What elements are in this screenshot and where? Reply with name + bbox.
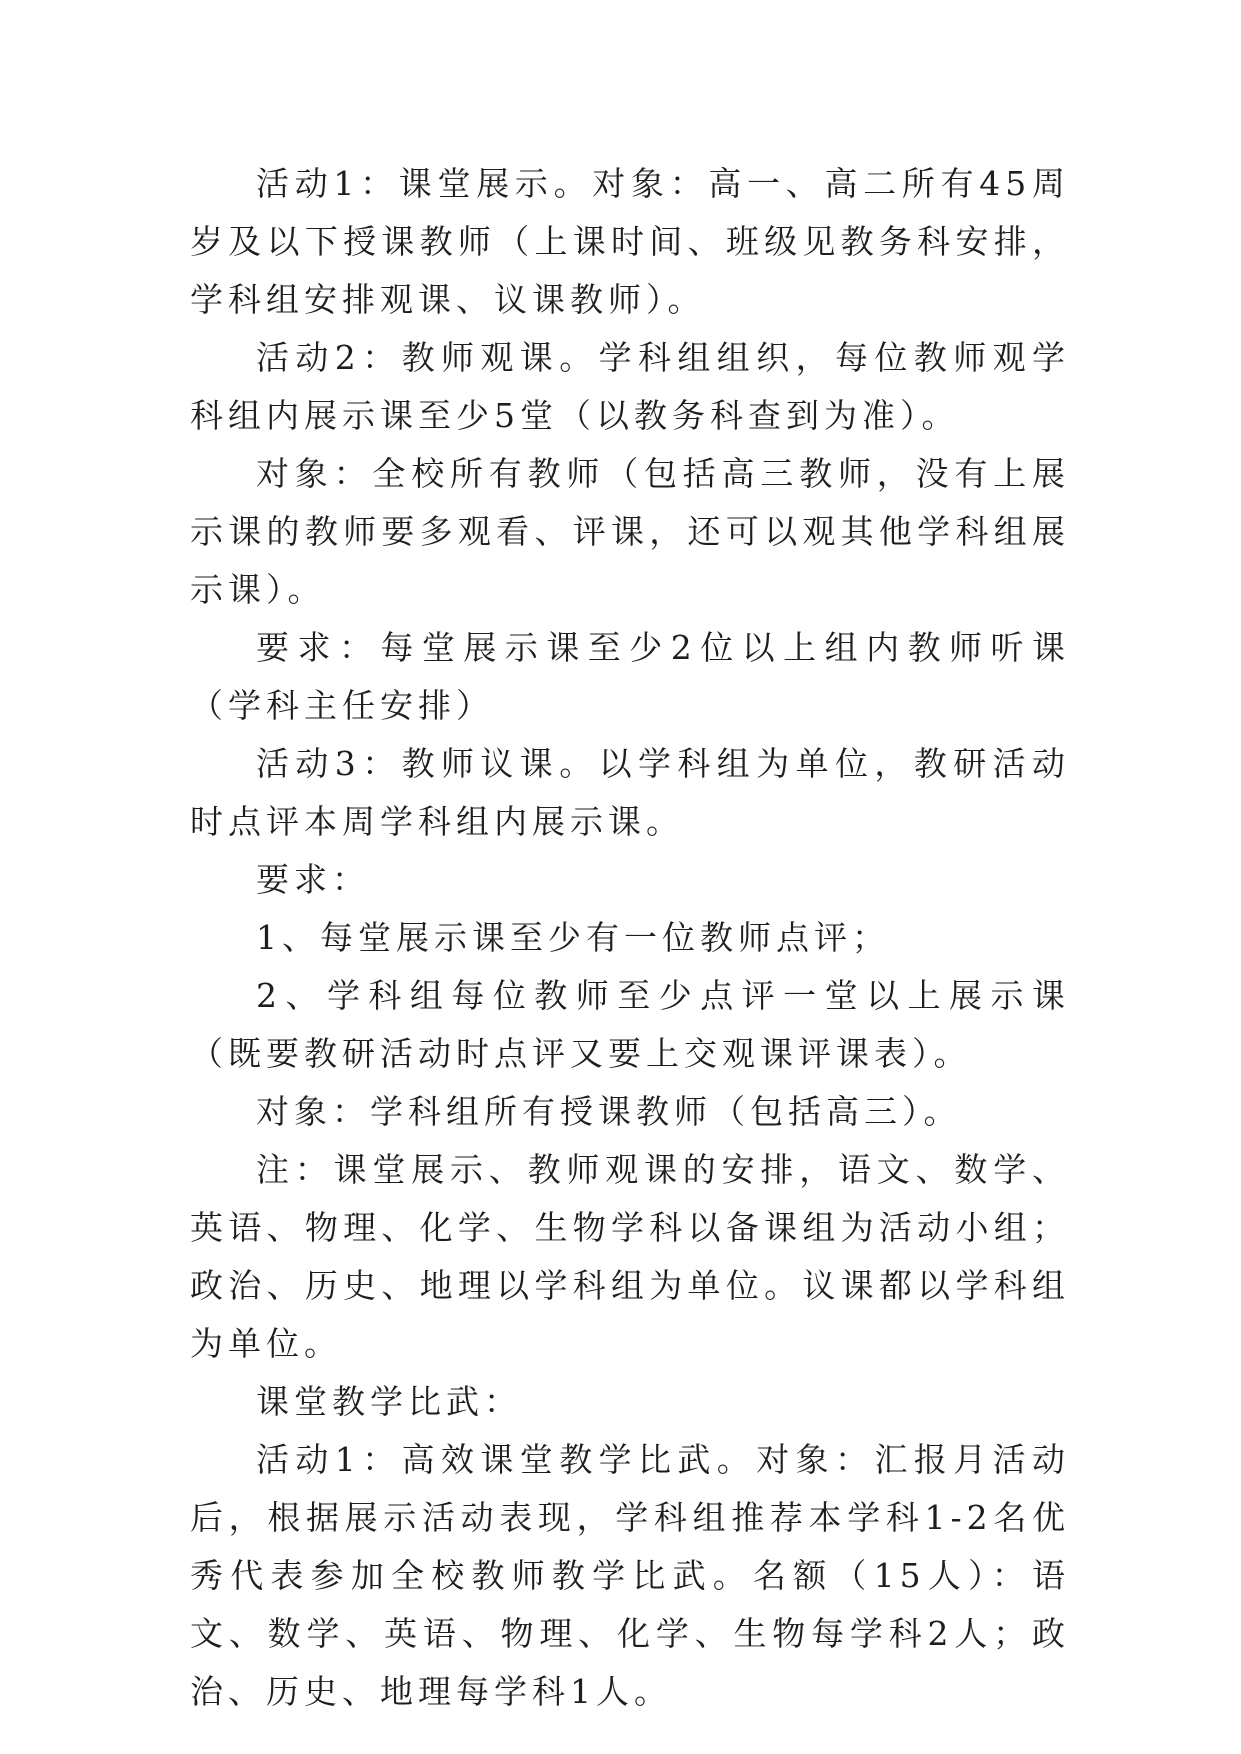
paragraph-requirement-2: 2、学科组每位教师至少点评一堂以上展示课（既要教研活动时点评又要上交观课评课表）。: [190, 976, 1070, 1073]
paragraph-note: 注：课堂展示、教师观课的安排，语文、数学、英语、物理、化学、生物学科以备课组为活动小组；政治、历史、地理以学科组为单位。议课都以学科组为单位。: [190, 1150, 1070, 1363]
paragraph-requirement-listening: 要求：每堂展示课至少2位以上组内教师听课（学科主任安排）: [190, 628, 1070, 725]
paragraph-activity-2: 活动2：教师观课。学科组组织，每位教师观学科组内展示课至少5堂（以教务科查到为准）。: [190, 338, 1070, 435]
paragraph-target-subject-teachers: 对象：学科组所有授课教师（包括高三）。: [256, 1092, 962, 1131]
document-body: [190, 155, 1070, 1721]
paragraph-competition-heading: 课堂教学比武：: [256, 1382, 522, 1421]
paragraph-competition-activity-1: 活动1：高效课堂教学比武。对象：汇报月活动后，根据展示活动表现，学科组推荐本学科1-2名优秀代表参加全校教师教学比武。名额（15人）：语文、数学、英语、物理、化学、生物每学科2人；政治、历史、地理每学科1人。: [190, 1440, 1070, 1711]
paragraph-activity-1: 活动1：课堂展示。对象：高一、高二所有45周岁及以下授课教师（上课时间、班级见教务科安排，学科组安排观课、议课教师）。: [190, 164, 1070, 319]
paragraph-requirement-heading: 要求：: [256, 860, 370, 899]
paragraph-activity-3: 活动3：教师议课。以学科组为单位，教研活动时点评本周学科组内展示课。: [190, 744, 1070, 841]
paragraph-requirement-1: 1、每堂展示课至少有一位教师点评；: [256, 918, 890, 957]
paragraph-target-all-teachers: 对象：全校所有教师（包括高三教师，没有上展示课的教师要多观看、评课，还可以观其他学科组展示课）。: [190, 454, 1070, 609]
